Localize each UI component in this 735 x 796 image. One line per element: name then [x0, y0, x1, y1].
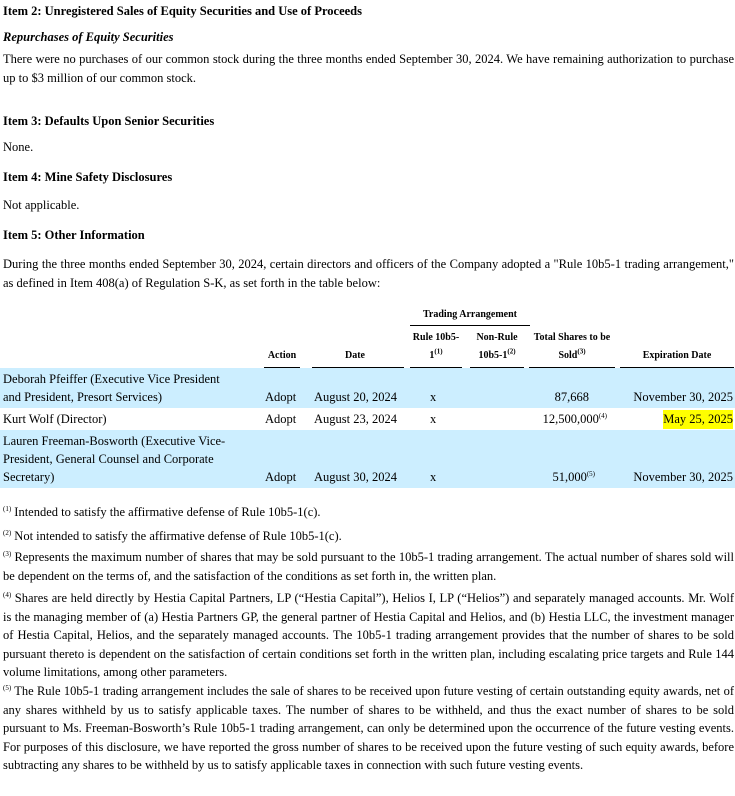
row-action: Adopt — [265, 470, 297, 484]
header-nonrule-b: 10b5-1$^{(2)}$ — [478, 347, 516, 361]
row-action: Adopt — [265, 412, 297, 426]
header-expiration: Expiration Date — [642, 350, 712, 361]
footnote-2: $^{(2)}$ Not intended to satisfy the affirmative defense of Rule 10b5-1(c). — [3, 528, 342, 543]
item3-heading: Item 3: Defaults Upon Senior Securities — [3, 114, 215, 128]
header-rule-a: Rule 10b5- — [412, 332, 460, 343]
item2-text: There were no purchases of our common stock during the three months ended September 30, 2024. We have remaining authorization to purchase up to $3 million of our common stock. — [3, 52, 734, 85]
row-shares: 87,668 — [554, 390, 589, 404]
table-group-header: Trading Arrangement — [423, 309, 517, 320]
row-name-line: Deborah Pfeiffer (Executive Vice President — [3, 372, 220, 386]
row-expiration: November 30, 2025 — [633, 390, 733, 404]
item2-heading: Item 2: Unregistered Sales of Equity Securities and Use of Proceeds — [3, 4, 362, 18]
footnote-3: $^{(3)}$ Represents the maximum number of shares that may be sold pursuant to the 10b5-1 trading arrangement. The actual number of shares sold will be dependent on the terms of, and the satisfaction of the conditions as set forth in, the written plan. — [3, 549, 734, 583]
header-action: Action — [267, 350, 297, 361]
row-expiration: May 25, 2025 — [663, 410, 733, 429]
row-name-line: Secretary) — [3, 470, 55, 484]
item5-heading: Item 5: Other Information — [3, 228, 145, 242]
item4-heading: Item 4: Mine Safety Disclosures — [3, 170, 173, 184]
header-nonrule-a: Non-Rule — [476, 332, 518, 343]
item4-text: Not applicable. — [3, 198, 80, 212]
header-total-b: Sold$^{(3)}$ — [558, 347, 586, 361]
footnote-5: $^{(5)}$ The Rule 10b5-1 trading arrangement includes the sale of shares to be received upon future vesting of certain outstanding equity awards, net of any shares withheld by us to satisfy applicable taxes. The number of shares to be withheld, and thus the exact number of shares to be sold pursuant to Ms. Freeman-Bosworth’s Rule 10b5-1 trading arrangement, can only be determined upon the occurrence of the future vesting events. For purposes of this disclosure, we have reported the gross number of shares to be received upon the future vesting of such equity awards, before subtracting any shares to be withheld by us to satisfy applicable taxes in connection with such future vesting events. — [3, 683, 734, 772]
item5-text: During the three months ended September 30, 2024, certain directors and officers of the Company adopted a "Rule 10b5-1 trading arrangement," as defined in Item 408(a) of Regulation S-K, as set forth in the table below: — [3, 257, 734, 290]
row-rule-mark: x — [430, 412, 437, 426]
row-name-line: President, General Counsel and Corporate — [3, 452, 214, 466]
row-rule-mark: x — [430, 390, 437, 404]
group-header-rule — [410, 325, 530, 326]
item3-text: None. — [3, 140, 34, 154]
row-expiration: November 30, 2025 — [633, 470, 733, 484]
row-name-line: Lauren Freeman-Bosworth (Executive Vice- — [3, 434, 226, 448]
row-rule-mark: x — [430, 470, 437, 484]
row-shares: 12,500,000$^{(4)}$ — [542, 411, 607, 426]
row-date: August 20, 2024 — [314, 390, 397, 404]
row-name-line: and President, Presort Services) — [3, 390, 162, 404]
table-row — [0, 368, 735, 408]
table-row — [0, 408, 735, 430]
row-date: August 23, 2024 — [314, 412, 397, 426]
header-total-a: Total Shares to be — [533, 332, 611, 343]
row-action: Adopt — [265, 390, 297, 404]
header-date: Date — [345, 350, 365, 361]
footnote-1: $^{(1)}$ Intended to satisfy the affirmative defense of Rule 10b5-1(c). — [3, 504, 321, 519]
row-shares: 51,000$^{(5)}$ — [552, 469, 595, 484]
item2-subheading: Repurchases of Equity Securities — [3, 30, 174, 44]
row-date: August 30, 2024 — [314, 470, 397, 484]
row-name-line: Kurt Wolf (Director) — [3, 412, 107, 426]
footnote-4: $^{(4)}$ Shares are held directly by Hestia Capital Partners, LP (“Hestia Capital”), Helios I, LP (“Helios”) and separately managed accounts. Mr. Wolf is the managing member of (a) Hestia Partners GP, the general partner of Hestia Capital and Helios, and (b) Hestia LLC, the investment manager of Hestia Capital, Helios, and the separately managed accounts. The 10b5-1 trading arrangement provides that the number of shares to be sold pursuant thereto is dependent on the satisfaction of certain conditions set forth in the written plan, including escalating price targets and Rule 144 volume limitations, among other parameters. — [3, 590, 734, 679]
table-row — [0, 430, 735, 488]
header-rule-b: 1$^{(1)}$ — [429, 347, 443, 361]
